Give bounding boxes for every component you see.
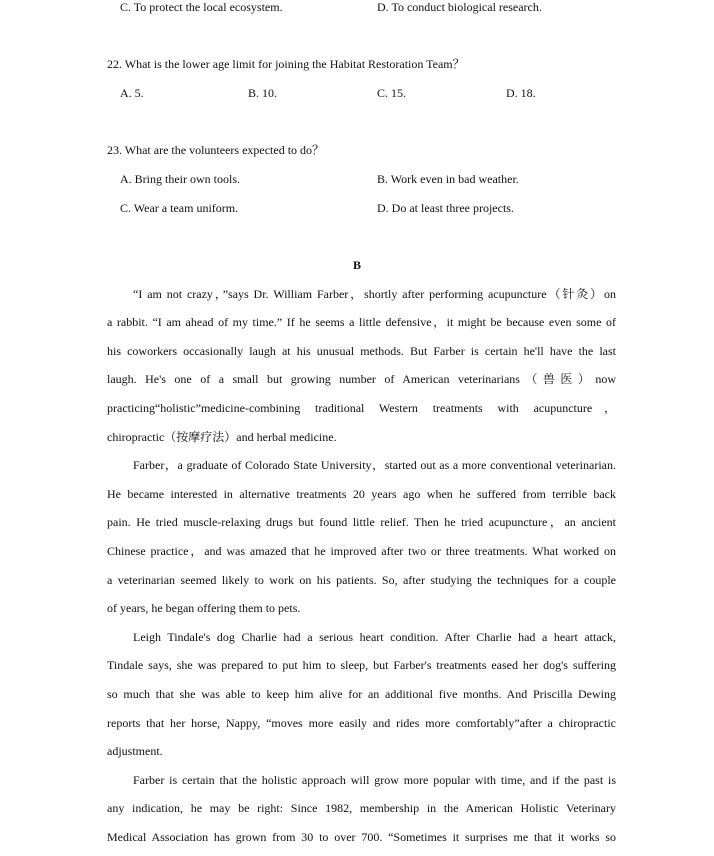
q23-question: 23. What are the volunteers expected to do？ [107,143,325,157]
q23-option-d: D. Do at least three projects. [377,201,514,215]
q22-options-row [0,86,714,100]
passage-line: practicing“holistic”medicine-combining traditional Western treatments with acupuncture， [107,401,616,415]
passage-line: Leigh Tindale's dog Charlie had a serious heart condition. After Charlie had a heart attack, [133,630,616,644]
section-b-title: B [352,258,361,272]
passage-line: his coworkers occasionally laugh at his unusual methods. But Farber is certain he'll have the last [107,344,616,358]
q23-option-b: B. Work even in bad weather. [377,172,519,186]
passage-line: of years, he began offering them to pets. [107,601,301,615]
passage-line: any indication, he may be right: Since 1982, membership in the American Holistic Veterinary [107,801,616,815]
passage-line: reports that her horse, Nappy, “moves more easily and rides more comfortably”after a chiropractic [107,716,616,730]
q23-option-a: A. Bring their own tools. [120,172,240,186]
passage-line: a rabbit. “I am ahead of my time.” If he seems a little defensive，it might be because even some of [107,315,616,329]
passage-line: Tindale says, she was prepared to put him to sleep, but Farber's treatments eased her dog's suffering [107,658,616,672]
q22-option-d: D. 18. [506,86,536,100]
passage-line: Chinese practice，and was amazed that he improved after two or three treatments. What worked on [107,544,616,558]
passage-line: “I am not crazy，”says Dr. William Farber，shortly after performing acupuncture（针灸）on [133,287,616,301]
q22-question: 22. What is the lower age limit for joining the Habitat Restoration Team？ [107,57,465,71]
q22-option-a: A. 5. [120,86,144,100]
passage-line: a veterinarian seemed likely to work on his patients. So, after studying the techniques for a couple [107,573,616,587]
passage-line: Farber，a graduate of Colorado State University，started out as a more conventional veterinarian. [133,458,616,472]
q21-option-d: D. To conduct biological research. [377,0,542,14]
passage-line: Medical Association has grown from 30 to over 700. “Sometimes it surprises me that it works so [107,830,616,844]
passage-line: He became interested in alternative treatments 20 years ago when he suffered from terrible back [107,487,616,501]
q22-option-c: C. 15. [377,86,407,100]
q23-options-row-cd [0,201,714,215]
q23-option-c: C. Wear a team uniform. [120,201,239,215]
passage-line: pain. He tried muscle-relaxing drugs but found little relief. Then he tried acupuncture，an ancient [107,515,616,529]
passage-line: adjustment. [107,744,163,758]
passage-line: Farber is certain that the holistic approach will grow more popular with time, and if the past is [133,773,616,787]
q21-options-row-cd [0,0,714,14]
passage-line: laugh. He's one of a small but growing number of American veterinarians（兽医）now [107,372,616,386]
q23-options-row-ab [0,172,714,186]
q22-option-b: B. 10. [248,86,278,100]
passage-line: so much that she was able to keep him alive for an additional five months. And Priscilla Dewing [107,687,616,701]
passage-line: chiropractic（按摩疗法）and herbal medicine. [107,430,337,444]
q21-option-c: C. To protect the local ecosystem. [120,0,283,14]
